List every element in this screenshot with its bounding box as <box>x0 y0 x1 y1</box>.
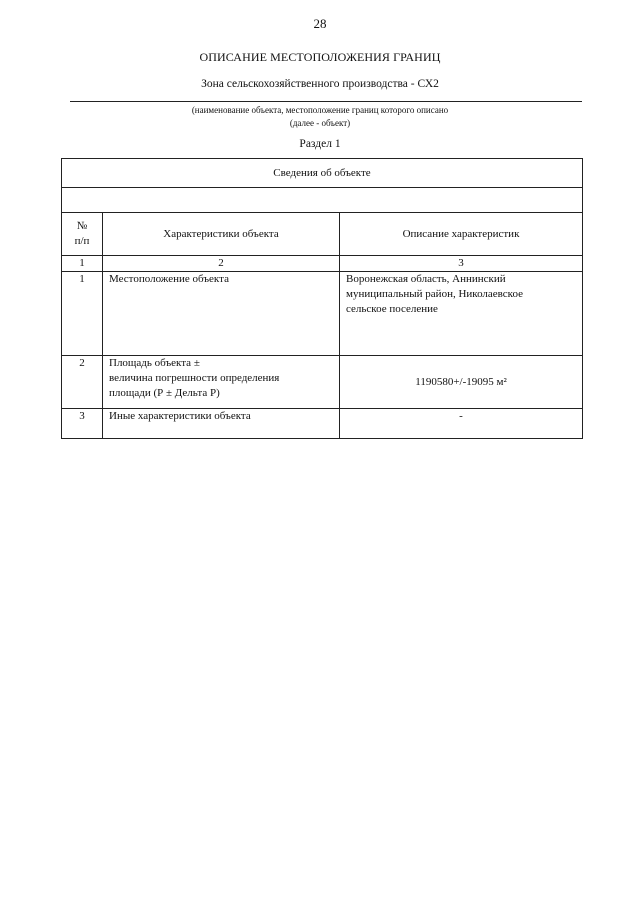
row-characteristic: Иные характеристики объекта <box>103 409 340 439</box>
column-index-2: 2 <box>103 256 340 272</box>
page-number: 28 <box>313 16 327 31</box>
row-value-line: сельское поселение <box>346 303 438 315</box>
object-caption-line-1: (наименование объекта, местоположение границ которого описано <box>191 105 449 115</box>
column-header-description: Описание характеристик <box>340 213 583 256</box>
table-row <box>62 356 583 409</box>
row-value: - <box>340 409 583 439</box>
column-index-3: 3 <box>340 256 583 272</box>
row-characteristic-line: Площадь объекта ± <box>109 357 200 369</box>
row-number: 2 <box>62 356 103 409</box>
column-index-1: 1 <box>62 256 103 272</box>
table-empty-row <box>62 188 583 213</box>
zone-title: Зона сельскохозяйственного производства - СХ2 <box>201 78 439 90</box>
row-value: 1190580+/-19095 м² <box>340 356 583 409</box>
column-header-number-line-1: № <box>76 220 88 232</box>
row-number: 3 <box>62 409 103 439</box>
document-title: ОПИСАНИЕ МЕСТОПОЛОЖЕНИЯ ГРАНИЦ <box>199 50 441 64</box>
table-row <box>62 409 583 439</box>
column-header-characteristics: Характеристики объекта <box>103 213 340 256</box>
table-heading-row <box>62 159 583 188</box>
table-row <box>62 272 583 356</box>
row-characteristic: Местоположение объекта <box>103 272 340 356</box>
row-value <box>340 272 583 356</box>
column-header-number-line-2: п/п <box>74 235 90 247</box>
object-caption-line-2: (далее - объект) <box>289 118 351 128</box>
table-heading: Сведения об объекте <box>62 159 583 188</box>
title-underline <box>70 101 582 102</box>
row-characteristic <box>103 356 340 409</box>
row-characteristic-line: величина погрешности определения <box>109 372 280 384</box>
row-number: 1 <box>62 272 103 356</box>
table-header-row <box>62 213 583 256</box>
row-characteristic-line: площади (Р ± Дельта Р) <box>109 387 220 399</box>
column-index-row <box>62 256 583 272</box>
row-value-line: Воронежская область, Аннинский <box>346 273 506 285</box>
object-info-table <box>61 158 583 439</box>
table-empty-cell <box>62 188 583 213</box>
section-title: Раздел 1 <box>299 138 341 150</box>
column-header-number <box>62 213 103 256</box>
row-value-line: муниципальный район, Николаевское <box>346 288 523 300</box>
